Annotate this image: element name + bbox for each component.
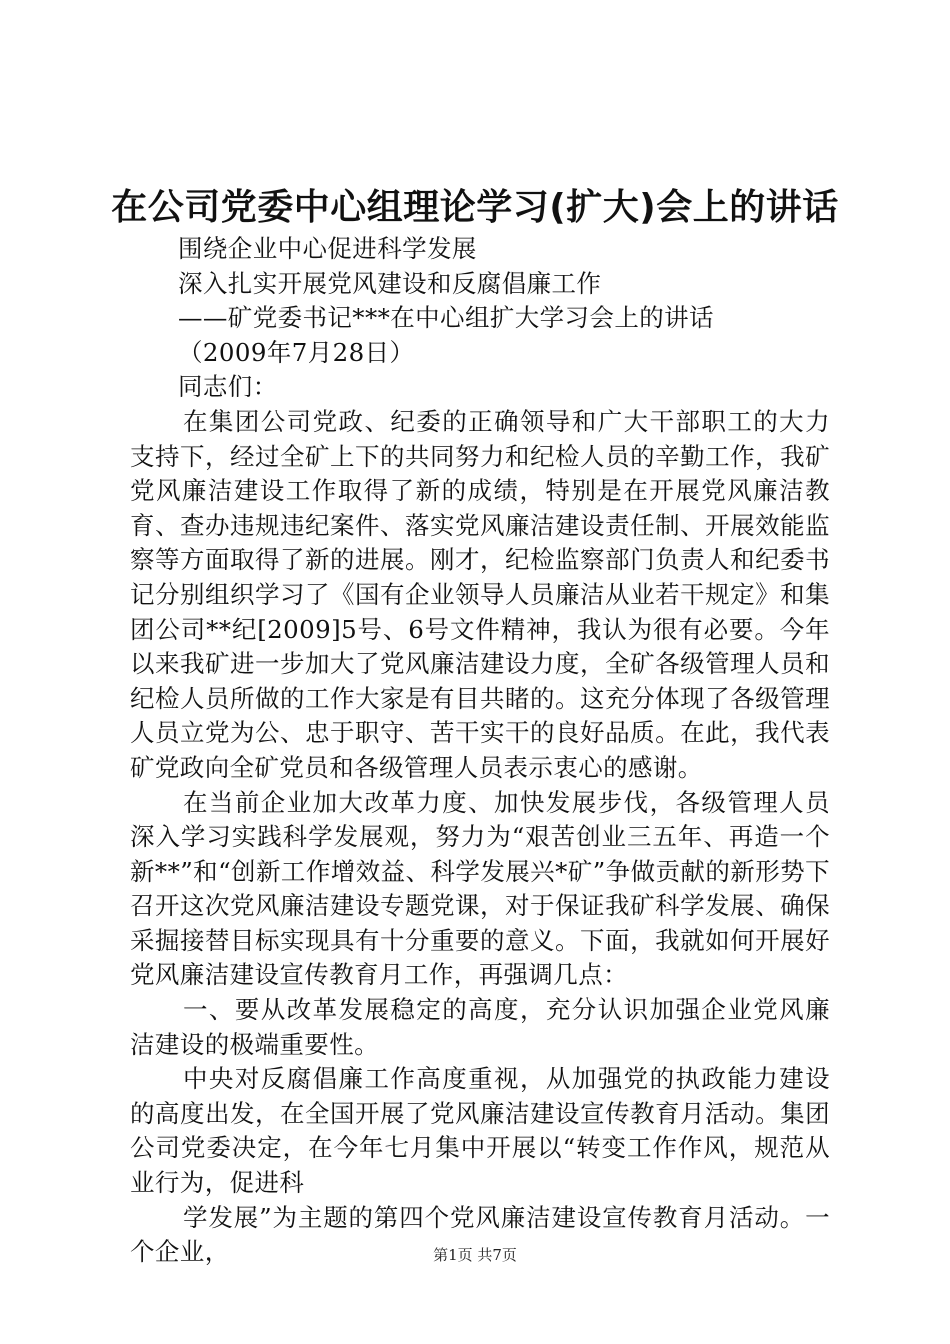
subtitle-line: ——矿党委书记***在中心组扩大学习会上的讲话 [178, 303, 714, 333]
paragraph: 在集团公司党政、纪委的正确领导和广大干部职工的大力支持下，经过全矿上下的共同努力和纪检人员的辛勤工作，我矿党风廉洁建设工作取得了新的成绩，特别是在开展党风廉洁教育、查办违规违纪案件、落实党风廉洁建设责任制、开展效能监察等方面取得了新的进展。刚才，纪检监察部门负责人和纪委书记分别组织学习了《国有企业领导人员廉洁从业若干规定》和集团公司**纪[2009]5号、6号文件精神，我认为很有必要。今年以来我矿进一步加大了党风廉洁建设力度，全矿各级管理人员和纪检人员所做的工作大家是有目共睹的。这充分体现了各级管理人员立党为公、忠于职守、苦干实干的良好品质。在此，我代表矿党政向全矿党员和各级管理人员表示衷心的感谢。 [130, 406, 830, 782]
date-line: （2009年7月28日） [178, 337, 415, 367]
section-heading: 一、要从改革发展稳定的高度，充分认识加强企业党风廉洁建设的极端重要性。 [130, 995, 830, 1059]
document-body [130, 232, 830, 1270]
page-footer: 第1页 共7页 [433, 1246, 517, 1264]
paragraph: 在当前企业加大改革力度、加快发展步伐，各级管理人员深入学习实践科学发展观，努力为“艰苦创业三五年、再造一个新**”和“创新工作增效益、科学发展兴*矿”争做贡献的新形势下召开这次党风廉洁建设专题党课，对于保证我矿科学发展、确保采掘接替目标实现具有十分重要的意义。下面，我就如何开展好党风廉洁建设宣传教育月工作，再强调几点： [130, 787, 830, 990]
subtitle-line: 深入扎实开展党风建设和反腐倡廉工作 [178, 268, 602, 298]
salutation: 同志们： [178, 372, 278, 402]
paragraph: 学发展”为主题的第四个党风廉洁建设宣传教育月活动。一个企业， [130, 1202, 830, 1267]
subtitle-line: 围绕企业中心促进科学发展 [178, 234, 477, 263]
paragraph: 中央对反腐倡廉工作高度重视，从加强党的执政能力建设的高度出发，在全国开展了党风廉洁建设宣传教育月活动。集团公司党委决定，在今年七月集中开展以“转变工作作风，规范从业行为，促进科 [130, 1064, 830, 1198]
page-title: 在公司党委中心组理论学习(扩大)会上的讲话 [111, 187, 839, 228]
